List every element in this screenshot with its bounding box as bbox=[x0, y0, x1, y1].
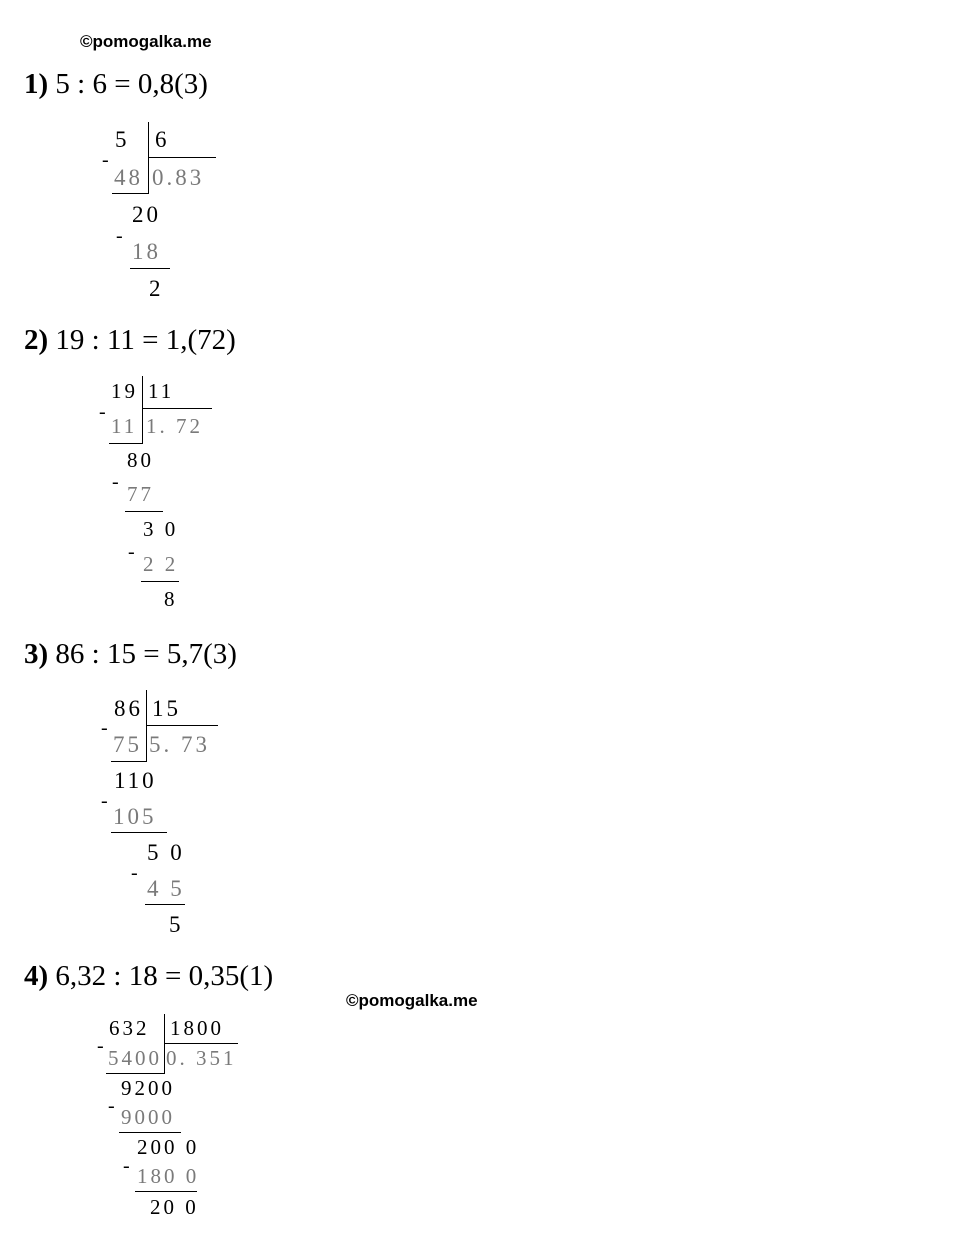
watermark-middle: ©pomogalka.me bbox=[346, 991, 478, 1010]
minus-sign: - bbox=[112, 471, 119, 493]
dividend: 19 bbox=[111, 379, 138, 403]
subtrahend: 105 bbox=[113, 804, 157, 829]
problem-expression: 6,32 : 18 = 0,35(1) bbox=[55, 960, 274, 992]
problem-1-heading bbox=[24, 70, 208, 99]
quotient: 0. 351 bbox=[166, 1046, 237, 1070]
final-remainder: 8 bbox=[164, 587, 178, 611]
dividend: 86 bbox=[114, 696, 143, 721]
division-bracket-vertical bbox=[148, 122, 149, 194]
subtrahend: 4 5 bbox=[147, 876, 185, 901]
subtrahend: 77 bbox=[127, 482, 154, 506]
minus-sign: - bbox=[97, 1035, 104, 1057]
remainder: 5 0 bbox=[147, 840, 185, 865]
minus-sign: - bbox=[128, 541, 135, 563]
problem-number: 1) bbox=[24, 68, 49, 100]
division-bracket-vertical bbox=[164, 1014, 165, 1074]
problem-4-heading bbox=[24, 962, 273, 991]
problem-number: 3) bbox=[24, 638, 49, 670]
subtraction-line bbox=[135, 1191, 197, 1192]
remainder: 200 0 bbox=[137, 1135, 200, 1159]
first-subtrahend: 75 bbox=[113, 732, 142, 757]
final-remainder: 5 bbox=[169, 912, 184, 937]
division-bracket-horizontal bbox=[148, 157, 216, 158]
final-remainder: 20 0 bbox=[150, 1195, 199, 1219]
dividend: 632 bbox=[109, 1016, 150, 1040]
final-remainder: 2 bbox=[149, 276, 164, 301]
subtrahend: 180 0 bbox=[137, 1164, 200, 1188]
division-bracket-vertical bbox=[146, 690, 147, 762]
subtraction-line bbox=[130, 268, 170, 269]
remainder: 110 bbox=[114, 768, 157, 793]
problem-number: 2) bbox=[24, 324, 49, 356]
dividend: 5 bbox=[115, 127, 130, 152]
first-subtrahend: 48 bbox=[114, 165, 143, 190]
subtraction-line bbox=[111, 761, 147, 762]
subtraction-line bbox=[125, 511, 163, 512]
subtraction-line bbox=[145, 904, 185, 905]
quotient: 1. 72 bbox=[146, 414, 203, 438]
subtrahend: 18 bbox=[132, 239, 161, 264]
subtraction-line bbox=[141, 581, 179, 582]
first-subtrahend: 11 bbox=[111, 414, 138, 438]
minus-sign: - bbox=[116, 225, 123, 247]
subtraction-line bbox=[109, 443, 143, 444]
remainder: 3 0 bbox=[143, 517, 179, 541]
problem-2-heading bbox=[24, 326, 236, 355]
minus-sign: - bbox=[101, 790, 108, 812]
watermark-top: ©pomogalka.me bbox=[80, 32, 212, 51]
remainder: 20 bbox=[132, 202, 161, 227]
minus-sign: - bbox=[101, 717, 108, 739]
minus-sign: - bbox=[102, 149, 109, 171]
minus-sign: - bbox=[108, 1095, 115, 1117]
minus-sign: - bbox=[123, 1155, 130, 1177]
subtraction-line bbox=[112, 193, 148, 194]
problem-3-heading bbox=[24, 640, 237, 669]
remainder: 80 bbox=[127, 448, 154, 472]
division-bracket-vertical bbox=[142, 376, 143, 444]
division-bracket-horizontal bbox=[164, 1043, 238, 1044]
quotient: 0.83 bbox=[152, 165, 205, 190]
quotient: 5. 73 bbox=[149, 732, 210, 757]
problem-expression: 86 : 15 = 5,7(3) bbox=[55, 638, 237, 670]
divisor: 15 bbox=[152, 696, 181, 721]
problem-expression: 19 : 11 = 1,(72) bbox=[55, 324, 236, 356]
divisor: 11 bbox=[148, 379, 175, 403]
minus-sign: - bbox=[99, 401, 106, 423]
subtraction-line bbox=[111, 832, 167, 833]
subtraction-line bbox=[119, 1132, 181, 1133]
subtrahend: 9000 bbox=[121, 1105, 175, 1129]
minus-sign: - bbox=[131, 862, 138, 884]
divisor: 6 bbox=[155, 127, 170, 152]
subtrahend: 2 2 bbox=[143, 552, 179, 576]
division-bracket-horizontal bbox=[146, 725, 218, 726]
subtraction-line bbox=[106, 1073, 164, 1074]
remainder: 9200 bbox=[121, 1076, 175, 1100]
problem-expression: 5 : 6 = 0,8(3) bbox=[55, 68, 208, 100]
first-subtrahend: 5400 bbox=[108, 1046, 162, 1070]
problem-number: 4) bbox=[24, 960, 49, 992]
division-bracket-horizontal bbox=[142, 408, 212, 409]
divisor: 1800 bbox=[170, 1016, 224, 1040]
